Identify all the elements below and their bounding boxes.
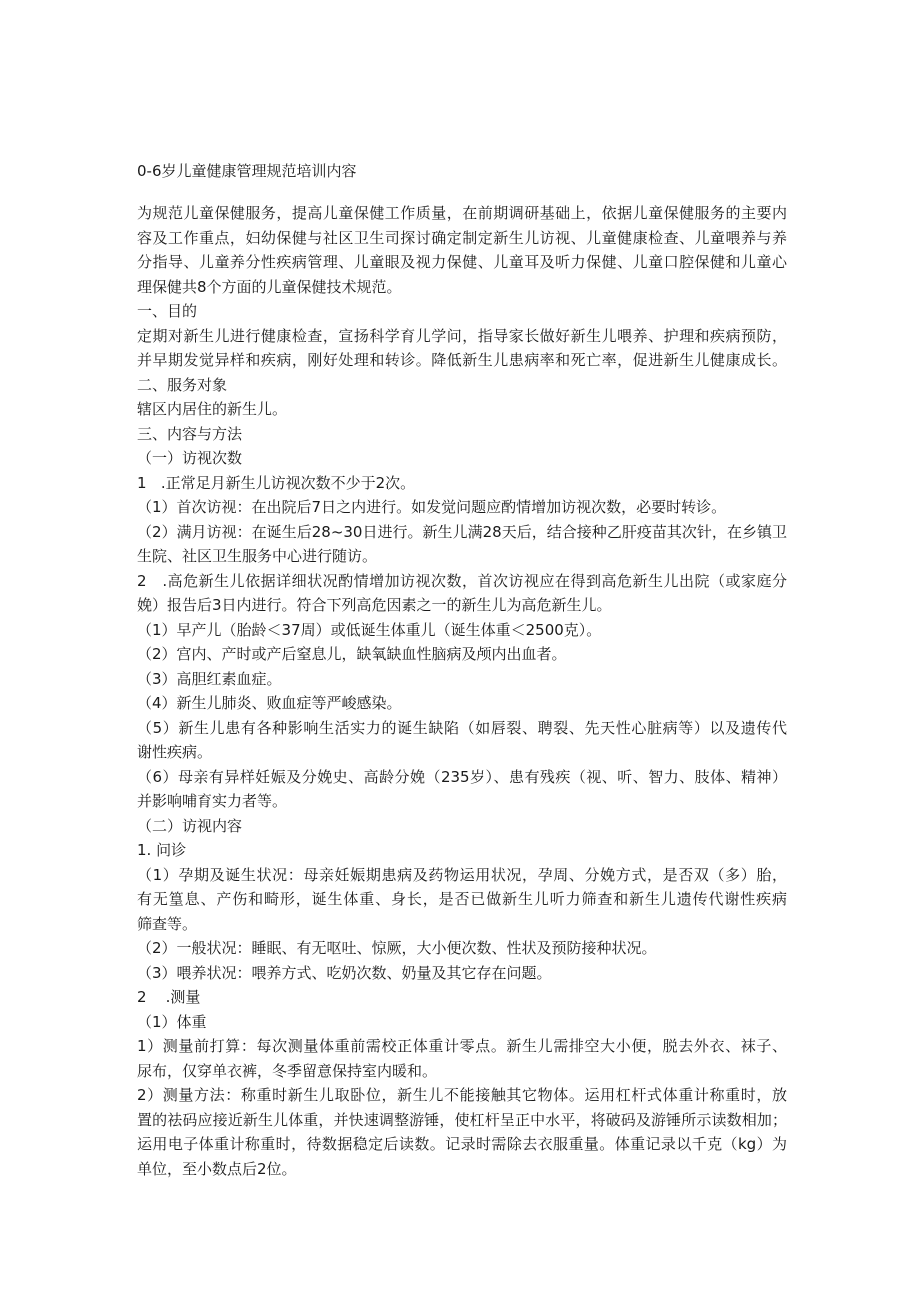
text-line: 二、服务对象 — [137, 375, 228, 394]
text-line: （6）母亲有异样妊娠及分娩史、高龄分娩（235岁）、患有残疾（视、听、智力、肢体、精神） — [137, 767, 787, 786]
text-line: 三、内容与方法 — [137, 424, 243, 443]
text-line: 单位，至小数点后2位。 — [137, 1159, 297, 1178]
text-line: 置的祛码应接近新生儿体重，并快速调整游锤，使杠杆呈正中水平，将破码及游锤所示读数相加； — [137, 1110, 787, 1129]
text-line: 娩）报告后3日内进行。符合下列高危因素之一的新生儿为高危新生儿。 — [137, 596, 612, 614]
text-line: 分指导、儿童养分性疾病管理、儿童眼及视力保健、儿童耳及听力保健、儿童口腔保健和儿童心 — [137, 253, 787, 271]
text-line: 并早期发觉异样和疾病，刚好处理和转诊。降低新生儿患病率和死亡率，促进新生儿健康成长。 — [137, 351, 787, 369]
text-line: （2）满月访视：在诞生后28~30日进行。新生儿满28天后，结合接种乙肝疫苗其次针，在乡镇卫 — [137, 522, 787, 541]
text-line: 2）测量方法：称重时新生儿取卧位，新生儿不能接触其它物体。运用杠杆式体重计称重时，放 — [137, 1086, 787, 1104]
text-line: 为规范儿童保健服务，提高儿童保健工作质量，在前期调研基础上，依据儿童保健服务的主要内 — [137, 204, 787, 222]
text-line: （一）访视次数 — [137, 449, 243, 467]
text-line: （1）孕期及诞生状况：母亲妊娠期患病及药物运用状况，孕周、分娩方式，是否双（多）胎， — [137, 865, 787, 884]
document-body — [137, 201, 787, 1181]
document-title: 0-6岁儿童健康管理规范培训内容 — [137, 162, 357, 180]
text-line: （1）首次访视：在出院后7日之内进行。如发觉问题应酌情增加访视次数，必要时转诊。 — [137, 498, 727, 516]
text-line: 谢性疾病。 — [137, 743, 213, 761]
text-line: 1 .正常足月新生儿访视次数不少于2次。 — [137, 473, 416, 492]
text-line: 尿布，仅穿单衣裤，冬季留意保持室内暖和。 — [137, 1061, 438, 1080]
text-line: （1）体重 — [137, 1012, 207, 1031]
text-line: （2）一般状况：睡眠、有无呕吐、惊厥，大小便次数、性状及预防接种状况。 — [137, 939, 657, 957]
text-line: （二）访视内容 — [137, 816, 243, 835]
text-line: 运用电子体重计称重时，待数据稳定后读数。记录时需除去衣服重量。体重记录以千克（kg）为 — [137, 1135, 787, 1153]
text-line: 1. 问诊 — [137, 841, 187, 859]
text-line: 理保健共8个方面的儿童保健技术规范。 — [137, 277, 402, 296]
text-line: 2 .测量 — [137, 988, 201, 1006]
text-line: （3）喂养状况：喂养方式、吃奶次数、奶量及其它存在问题。 — [137, 963, 552, 982]
text-line: 辖区内居住的新生儿。 — [137, 400, 288, 418]
text-line: 一、目的 — [137, 302, 198, 320]
text-line: 并影响哺育实力者等。 — [137, 792, 288, 810]
text-line: （4）新生儿肺炎、败血症等严峻感染。 — [137, 694, 402, 712]
text-line: （5）新生儿患有各种影响生活实力的诞生缺陷（如唇裂、聘裂、先天性心脏病等）以及遗传代 — [137, 718, 787, 737]
text-line: 筛查等。 — [137, 914, 198, 933]
text-line: （3）高胆红素血症。 — [137, 669, 282, 688]
text-line: 定期对新生儿进行健康检查，宣扬科学育儿学问，指导家长做好新生儿喂养、护理和疾病预防， — [137, 326, 787, 345]
text-line: 1）测量前打算：每次测量体重前需校正体重计零点。新生儿需排空大小便，脱去外衣、袜子、 — [137, 1037, 787, 1055]
text-line: 生院、社区卫生服务中心进行随访。 — [137, 547, 378, 565]
text-line: （2）宫内、产时或产后窒息儿，缺氧缺血性脑病及颅内出血者。 — [137, 645, 567, 663]
text-line: 容及工作重点，妇幼保健与社区卫生司探讨确定制定新生儿访视、儿童健康检查、儿童喂养与养 — [137, 228, 787, 247]
text-line: 2 .高危新生儿依据详细状况酌情增加访视次数，首次访视应在得到高危新生儿出院（或家庭分 — [137, 571, 787, 590]
text-line: （1）早产儿（胎龄＜37周）或低诞生体重儿（诞生体重＜2500克）。 — [137, 620, 602, 639]
text-line: 有无篁息、产伤和畸形，诞生体重、身长，是否已做新生儿听力筛查和新生儿遗传代谢性疾病 — [137, 890, 787, 908]
